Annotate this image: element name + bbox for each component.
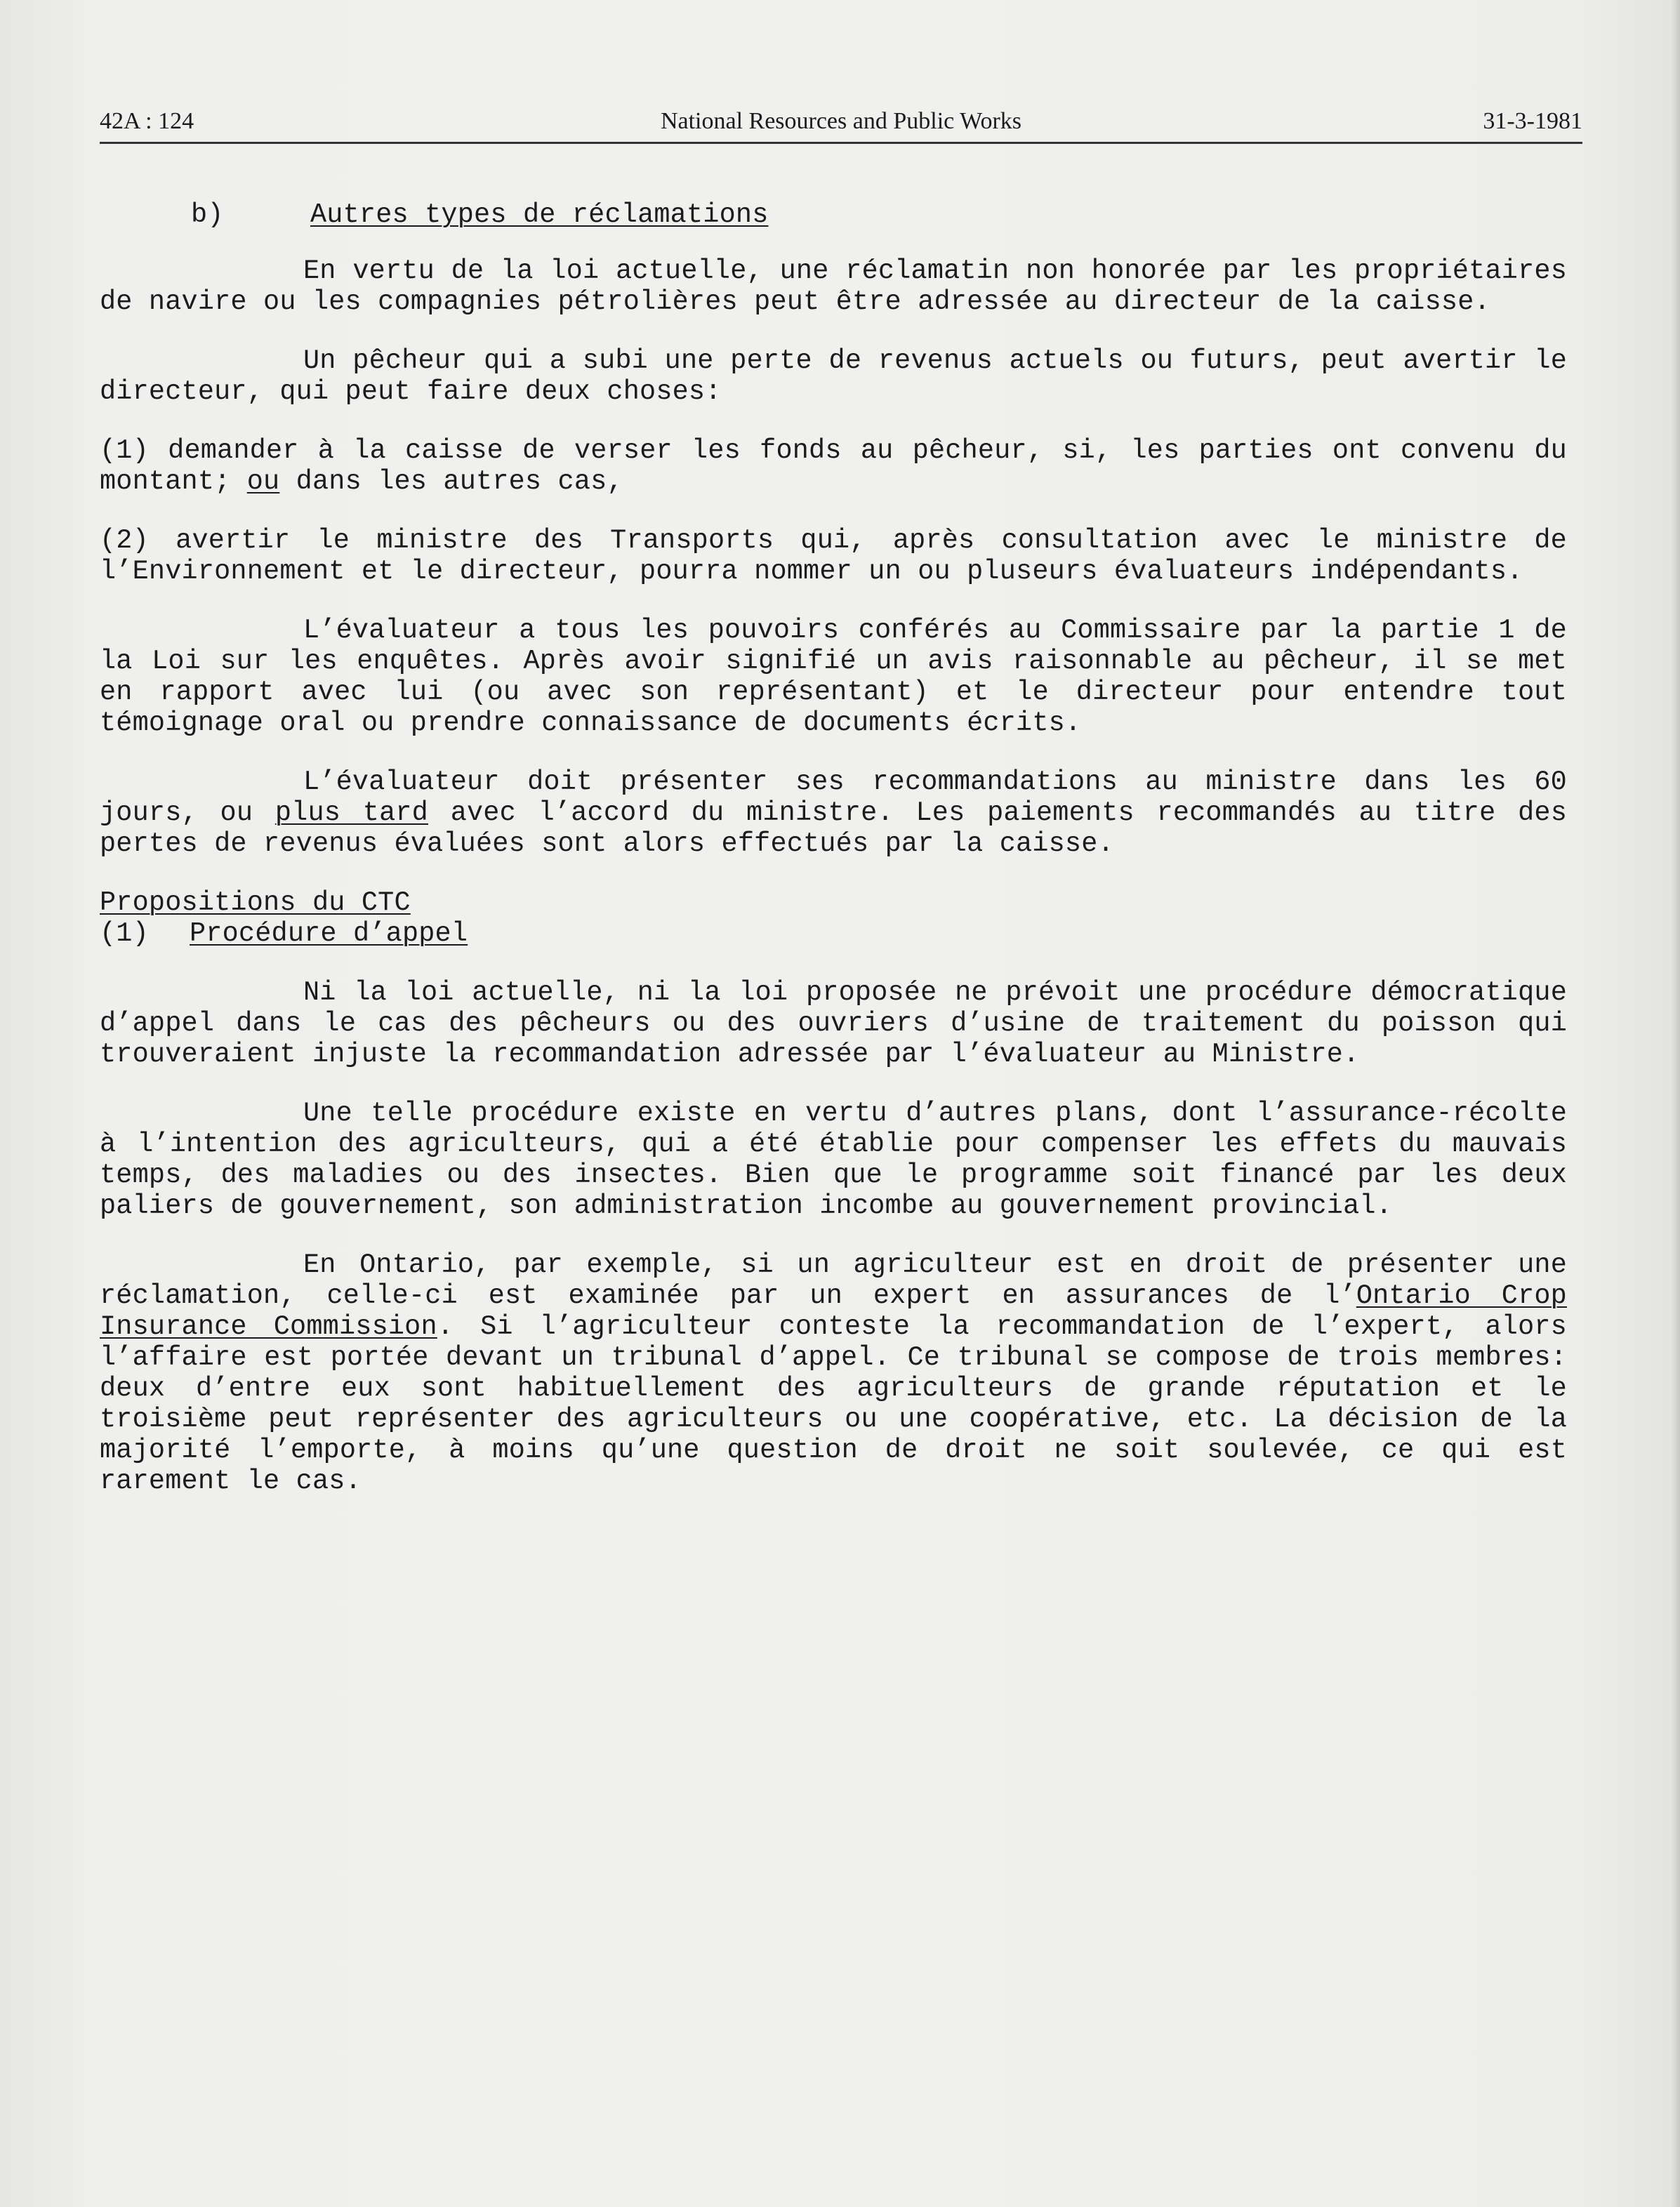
section-b-number: b)	[191, 199, 224, 230]
paragraph-6: Une telle procédure existe en vertu d’autres plans, dont l’assurance-récolte à l’intention des agriculteurs, qui a été établie pour compenser les effets du mauvais temps, des maladies ou des insectes. Bien que le programme soit financé par les deux paliers de gouvernement, son administration incombe au gouvernement provincial.	[100, 1098, 1567, 1221]
paragraph-4-text-a: L’évaluateur doit présenter ses recommandations au ministre dans les 60 jours, ou	[100, 767, 1567, 828]
paragraph-4-underlined: plus tard	[275, 797, 428, 828]
list-item-1	[100, 435, 1567, 497]
list-item-2	[100, 525, 1567, 587]
page-date: 31-3-1981	[1483, 108, 1582, 134]
running-title: National Resources and Public Works	[660, 108, 1022, 134]
paragraph-7-text-a: En Ontario, par exemple, si un agriculteur est en droit de présenter une réclamation, celle-ci est examinée par un expert en assurances de l’	[100, 1250, 1567, 1311]
propositions-title: Propositions du CTC	[100, 887, 411, 918]
appeal-procedure-title: Procédure d’appel	[190, 918, 468, 949]
list-item-1-text-b: dans les autres cas,	[296, 466, 623, 497]
list-item-2-number: (2)	[100, 525, 149, 556]
paragraph-2: Un pêcheur qui a subi une perte de revenus actuels ou futurs, peut avertir le directeur, qui peut faire deux choses:	[100, 345, 1567, 407]
page-header	[100, 105, 1582, 144]
page-edge-shadow	[1672, 0, 1680, 2207]
paragraph-4-text-b: avec l’accord du ministre. Les paiements recommandés au titre des pertes de revenus évaluées sont alors effectués par la caisse.	[100, 797, 1568, 859]
appeal-procedure-heading	[100, 918, 1567, 949]
paragraph-7	[100, 1250, 1567, 1497]
list-item-1-number: (1)	[100, 435, 149, 466]
appeal-procedure-number: (1)	[100, 918, 149, 949]
paragraph-5: Ni la loi actuelle, ni la loi proposée ne prévoit une procédure démocratique d’appel dans le cas des pêcheurs ou des ouvriers d’usine de traitement du poisson qui trouveraient injuste la recommandation adressée par l’évaluateur au Ministre.	[100, 977, 1567, 1070]
propositions-heading	[100, 887, 1567, 918]
page-number: 42A : 124	[100, 108, 194, 134]
document-body	[100, 199, 1567, 1525]
section-b-title: Autres types de réclamations	[310, 199, 769, 230]
list-item-2-text: avertir le ministre des Transports qui, après consultation avec le ministre de l’Environnement et le directeur, pourra nommer un ou pluseurs évaluateurs indépendants.	[100, 525, 1567, 587]
paragraph-1: En vertu de la loi actuelle, une réclamatin non honorée par les propriétaires de navire ou les compagnies pétrolières peut être adressée au directeur de la caisse.	[100, 256, 1567, 317]
list-item-1-text-a: demander à la caisse de verser les fonds au pêcheur, si, les parties ont convenu du montant;	[100, 435, 1567, 497]
paragraph-4	[100, 767, 1567, 859]
paragraph-7-text-b: . Si l’agriculteur conteste la recommandation de l’expert, alors l’affaire est portée devant un tribunal d’appel. Ce tribunal se compose de trois membres: deux d’entre eux sont habituellement des agriculteurs de grande réputation et le troisième peut représenter des agriculteurs ou une coopérative, etc. La décision de la majorité l’emporte, à moins qu’une question de droit ne soit soulevée, ce qui est rarement le cas.	[100, 1311, 1567, 1497]
list-item-1-underlined: ou	[246, 466, 280, 497]
paragraph-7-underlined: Ontario Crop Insurance Commission	[100, 1280, 1567, 1342]
section-b-heading	[100, 199, 1567, 230]
paragraph-3: L’évaluateur a tous les pouvoirs conférés au Commissaire par la partie 1 de la Loi sur les enquêtes. Après avoir signifié un avis raisonnable au pêcheur, il se met en rapport avec lui (ou avec son représentant) et le directeur pour entendre tout témoignage oral ou prendre connaissance de documents écrits.	[100, 615, 1567, 738]
